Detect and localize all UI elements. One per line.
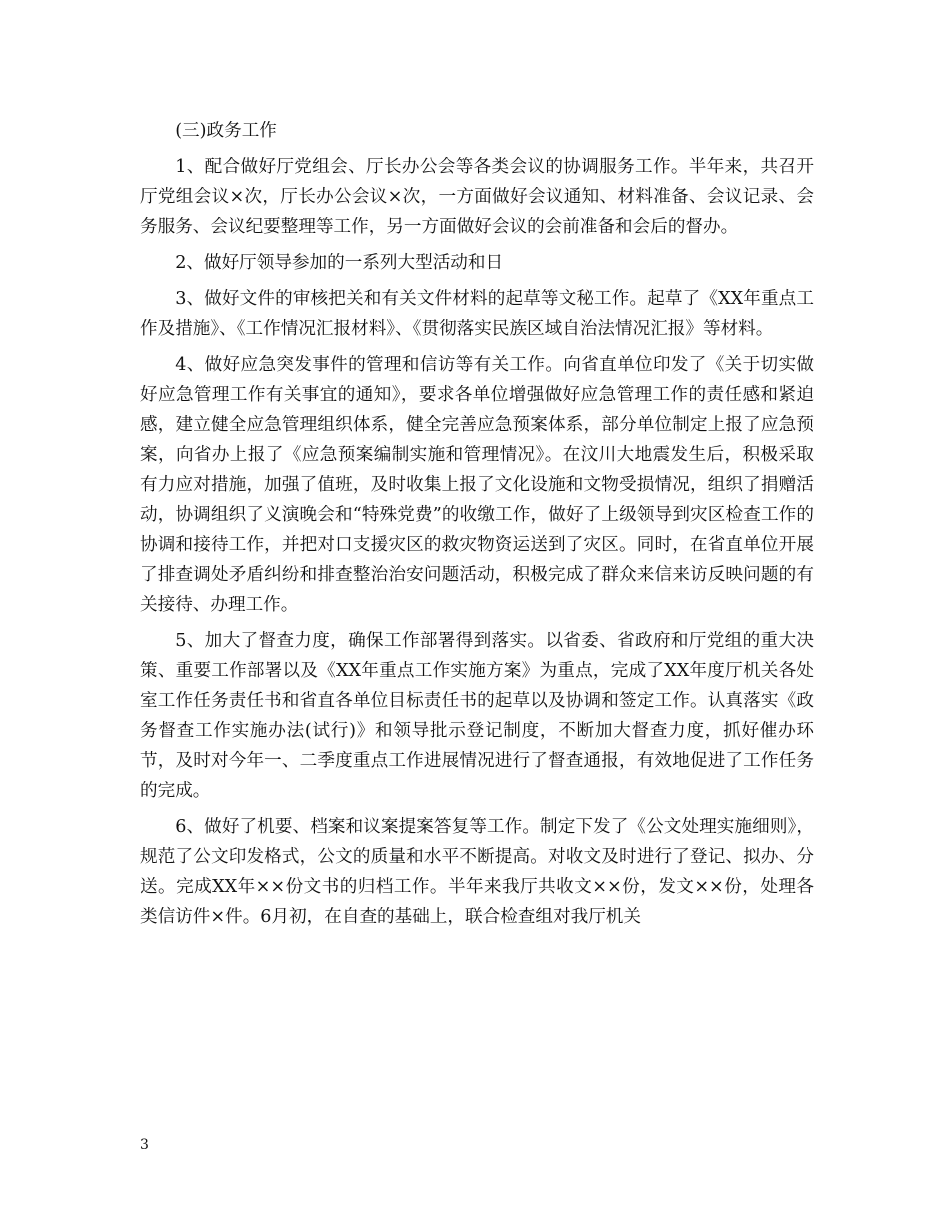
paragraph-2: 2、做好厅领导参加的一系列大型活动和日 (175, 253, 504, 273)
page-number: 3 (140, 1137, 149, 1153)
paragraph-5: 5、加大了督查力度，确保工作部署得到落实。以省委、省政府和厅党组的重大决策、重要工作部署以及《XX年重点工作实施方案》为重点，完成了XX年度厅机关各处室工作任务责任书和省直各单位目标责任书的起草以及协调和签定工作。认真落实《政务督查工作实施办法(试行)》和领导批示登记制度，不断加大督查力度，抓好催办环节，及时对今年一、二季度重点工作进展情况进行了督查通报，有效地促进了工作任务的完成。 (140, 631, 814, 801)
paragraph-3: 3、做好文件的审核把关和有关文件材料的起草等文秘工作。起草了《XX年重点工作及措施》、《工作情况汇报材料》、《贯彻落实民族区域自治法情况汇报》等材料。 (140, 289, 814, 339)
document-body (140, 116, 814, 938)
paragraph-4: 4、做好应急突发事件的管理和信访等有关工作。向省直单位印发了《关于切实做好应急管理工作有关事宜的通知》，要求各单位增强做好应急管理工作的责任感和紧迫感，建立健全应急管理组织体系，健全完善应急预案体系，部分单位制定上报了应急预案，向省办上报了《应急预案编制实施和管理情况》。在汶川大地震发生后，积极采取有力应对措施，加强了值班，及时收集上报了文化设施和文物受损情况，组织了捐赠活动，协调组织了义演晚会和“特殊党费”的收缴工作，做好了上级领导到灾区检查工作的协调和接待工作，并把对口支援灾区的救灾物资运送到了灾区。同时，在省直单位开展了排查调处矛盾纠纷和排查整治治安问题活动，积极完成了群众来信来访反映问题的有关接待、办理工作。 (140, 355, 814, 615)
section-heading: (三)政务工作 (175, 121, 277, 141)
paragraph-1: 1、配合做好厅党组会、厅长办公会等各类会议的协调服务工作。半年来，共召开厅党组会议×次，厅长办公会议×次，一方面做好会议通知、材料准备、会议记录、会务服务、会议纪要整理等工作，另一方面做好会议的会前准备和会后的督办。 (140, 157, 814, 237)
paragraph-6: 6、做好了机要、档案和议案提案答复等工作。制定下发了《公文处理实施细则》，规范了公文印发格式，公文的质量和水平不断提高。对收文及时进行了登记、拟办、分送。完成XX年××份文书的归档工作。半年来我厅共收文××份，发文××份，处理各类信访件×件。6月初，在自查的基础上，联合检查组对我厅机关 (140, 817, 814, 927)
